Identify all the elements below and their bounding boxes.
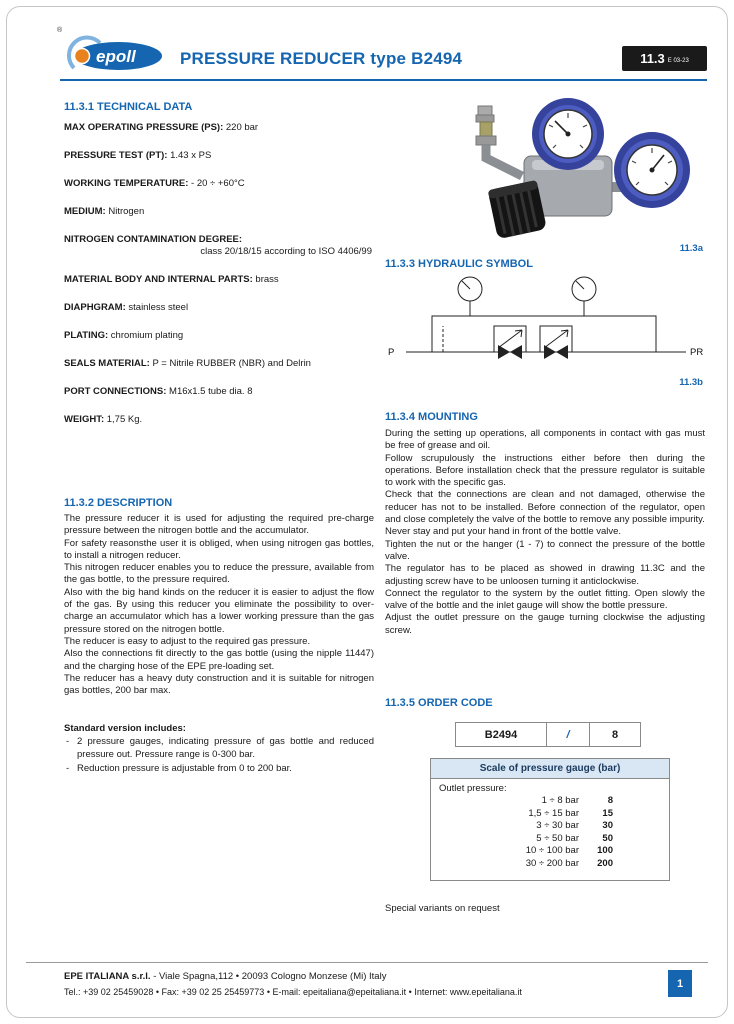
outlet-pressure-label: Outlet pressure: [439, 783, 507, 794]
special-variants-note: Special variants on request [385, 903, 500, 914]
footer-contacts-line: Tel.: +39 02 25459028 • Fax: +39 02 25 25459773 • E-mail: epeitaliana@epeitaliana.it • Internet: www.epeitaliana.it [64, 987, 522, 997]
figure-label-11-3b: 11.3b [679, 377, 703, 388]
table-row: 1,5 ÷ 15 bar 15 [528, 807, 613, 819]
footer-company-name: EPE ITALIANA s.r.l. [64, 971, 151, 982]
tech-item: MATERIAL BODY AND INTERNAL PARTS: brass [64, 274, 279, 285]
tech-item: WEIGHT: 1,75 Kg. [64, 414, 143, 425]
tech-item: MAX OPERATING PRESSURE (PS): 220 bar [64, 122, 259, 133]
mounting-heading: 11.3.4 MOUNTING [385, 411, 478, 423]
footer-divider [26, 962, 708, 963]
order-code-box [455, 722, 641, 747]
tech-item: PRESSURE TEST (PT): 1.43 x PS [64, 150, 212, 161]
doc-code-box [622, 46, 707, 71]
mounting-paragraph: Connect the regulator to the system by the outlet fitting. Open slowly the valve of the bottle and the inlet gauge will show the bottle pressure. [385, 587, 705, 612]
tech-item: WORKING TEMPERATURE: - 20 ÷ +60°C [64, 178, 245, 189]
technical-data-heading: 11.3.1 TECHNICAL DATA [64, 101, 193, 113]
order-code-model: B2494 [455, 722, 547, 747]
description-paragraph: For safety reasonsthe user it is obliged, when using nitrogen gas bottles, to install a nitrogen reducer. [64, 537, 374, 561]
section-technical-data [64, 101, 374, 442]
standard-version-item: - 2 pressure gauges, indicating pressure of gas bottle and reduced pressure out. Pressure range is 0-300 bar. [64, 736, 374, 761]
footer-address: - Viale Spagna,112 • 20093 Cologno Monzese (Mi) Italy [150, 971, 387, 982]
description-paragraph: Also with the big hand kinds on the reducer it is easier to adjust the flow of the gas. By using this reducer you eliminate the possibility to over-charge an accumulator which has a lower working pressure than the gas pressure stored on the nitrogen bottle. [64, 586, 374, 635]
table-row: 5 ÷ 50 bar 50 [536, 832, 613, 844]
mounting-paragraph: Follow scrupulously the instructions either before then during the operations. Before installation check that the pressure regulator is suitable to work with the specific gas. [385, 452, 705, 489]
hydraulic-symbol-diagram [398, 274, 703, 374]
table-row: 1 ÷ 8 bar 8 [541, 795, 613, 806]
doc-edition: E 03-23 [667, 57, 689, 64]
description-paragraph: Also the connections fit directly to the gas bottle (using the nipple 11447) and the charging hose of the EPE pre-loading set. [64, 648, 374, 672]
order-code-size: 8 [589, 722, 641, 747]
header-divider [60, 79, 707, 81]
logo-text: epoll [96, 47, 136, 66]
mounting-paragraph: Never stay and put your hand in front of the bottle valve. [385, 526, 622, 538]
section-mounting [385, 411, 705, 637]
description-heading: 11.3.2 DESCRIPTION [64, 497, 173, 509]
tech-item: PORT CONNECTIONS: M16x1.5 tube dia. 8 [64, 386, 253, 397]
tech-item: SEALS MATERIAL: P = Nitrile RUBBER (NBR) and Delrin [64, 358, 311, 369]
doc-code: 11.3 [640, 51, 665, 66]
description-paragraph: The reducer is easy to adjust to the required gas pressure. [64, 635, 311, 647]
page-title: PRESSURE REDUCER type B2494 [180, 49, 463, 68]
scale-table-body [431, 779, 669, 880]
scale-table-title: Scale of pressure gauge (bar) [431, 759, 669, 779]
mounting-paragraph: Check that the connections are clean and not damaged, otherwise the reducer has not to be installed. Before connection of the regulator, open and close completely the valve of the bottle to remove any possible impurity. [385, 489, 705, 526]
order-code-heading: 11.3.5 ORDER CODE [385, 697, 493, 709]
hydraulic-symbol-heading: 11.3.3 HYDRAULIC SYMBOL [385, 258, 533, 270]
mounting-paragraph: During the setting up operations, all components in contact with gas must be free of grease and oil. [385, 428, 705, 452]
mounting-paragraph: Tighten the nut or the hanger (1 - 7) to connect the pressure of the bottle valve. [385, 538, 705, 562]
description-paragraph: The pressure reducer it is used for adjusting the required pre-charge pressure between the nitrogen bottle and the accumulator. [64, 513, 374, 537]
description-paragraph: The reducer has a heavy duty construction and it is suitable for nitrogen gas bottles, 200 bar max. [64, 672, 374, 697]
table-row: 30 ÷ 200 bar 200 [525, 857, 613, 869]
epoll-logo-icon [58, 35, 170, 75]
port-label-p: P [388, 347, 395, 358]
footer-address-line [64, 971, 386, 982]
figure-label-11-3a: 11.3a [679, 243, 703, 254]
tech-item: PLATING: chromium plating [64, 330, 184, 341]
product-image [428, 96, 700, 246]
tech-item: DIAPHGRAM: stainless steel [64, 302, 189, 313]
mounting-paragraph: Adjust the outlet pressure on the gauge turning clockwise the adjusting screw. [385, 612, 705, 636]
mounting-paragraph: The regulator has to be placed as showed in drawing 11.3C and the adjusting screw have to be unloosen turning it anticlockwise. [385, 563, 705, 587]
description-paragraph: This nitrogen reducer enables you to reduce the pressure, available from the gas bottle, to the pressure required. [64, 562, 374, 586]
table-row: 3 ÷ 30 bar 30 [536, 820, 613, 832]
order-code-separator: / [546, 722, 590, 747]
tech-item: NITROGEN CONTAMINATION DEGREE: class 20/18/15 according to ISO 4406/99 [64, 234, 372, 257]
port-label-pr: PR [690, 347, 704, 358]
page-number-badge: 1 [668, 970, 692, 997]
tech-item: MEDIUM: Nitrogen [64, 206, 145, 217]
standard-version-item: - Reduction pressure is adjustable from 0 to 200 bar. [64, 763, 374, 775]
section-description [64, 497, 374, 777]
registered-trademark: ® [57, 27, 63, 34]
standard-version-heading: Standard version includes: [64, 723, 186, 735]
table-row: 10 ÷ 100 bar 100 [525, 845, 613, 857]
pressure-gauge-scale-table [430, 758, 670, 881]
